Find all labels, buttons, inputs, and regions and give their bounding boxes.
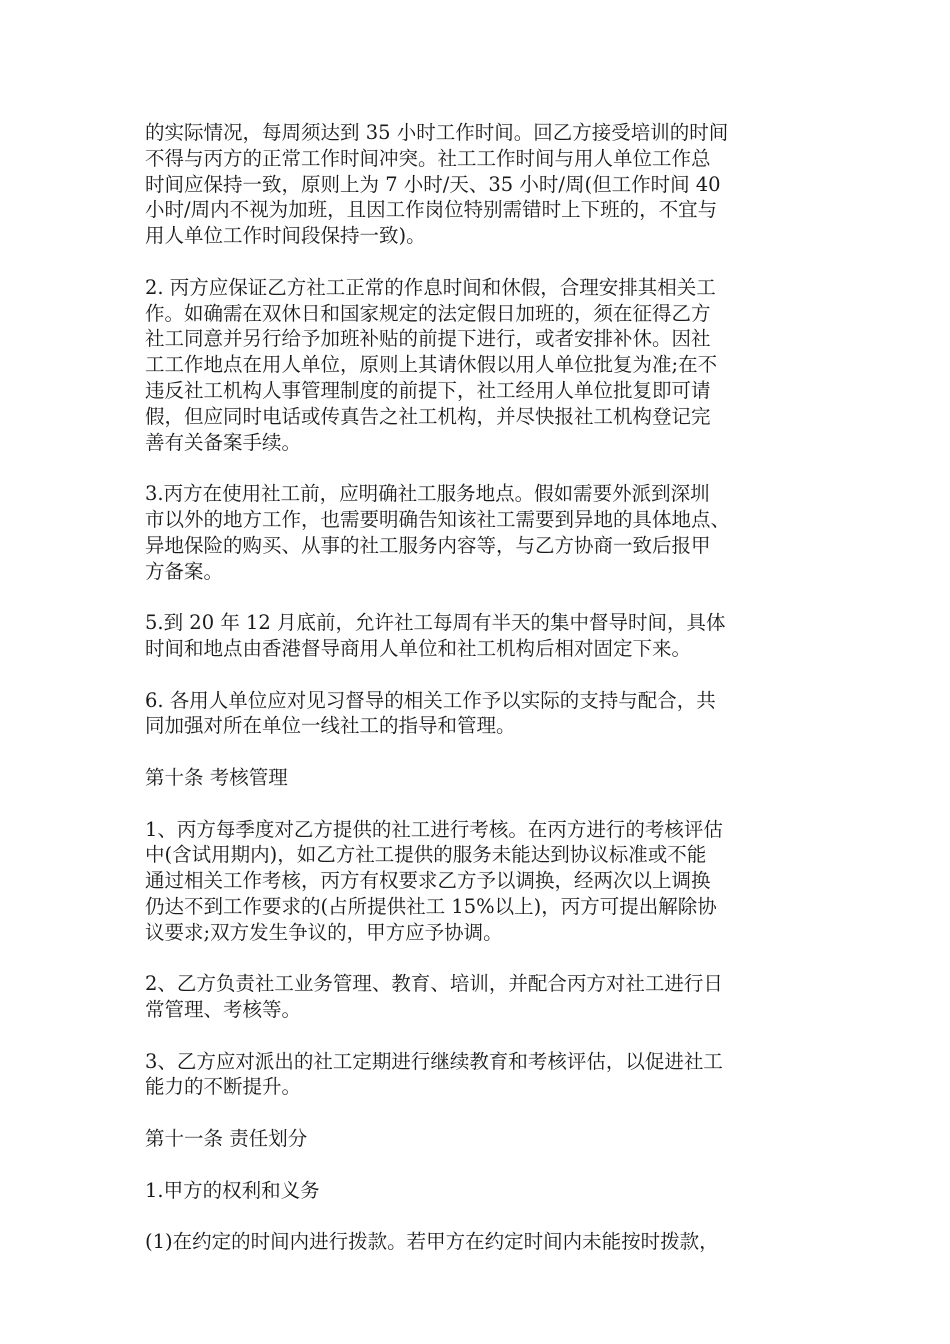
text-line: 时间和地点由香港督导商用人单位和社工机构后相对固定下来。 [145, 636, 692, 660]
text-line: 作。如确需在双休日和国家规定的法定假日加班的，须在征得乙方 [145, 301, 711, 325]
text-line: 3.丙方在使用社工前，应明确社工服务地点。假如需要外派到深圳 [145, 482, 710, 506]
paragraph-gap [145, 739, 835, 765]
text-line: 市以外的地方工作，也需要明确告知该社工需要到异地的具体地点、 [145, 507, 731, 531]
text-line: 1、丙方每季度对乙方提供的社工进行考核。在丙方进行的考核评估 [145, 817, 723, 841]
text-line: 假，但应同时电话或传真告之社工机构，并尽快报社工机构登记完 [145, 404, 711, 428]
text-line: 善有关备案手续。 [145, 430, 302, 454]
text-line: 议要求;双方发生争议的，甲方应予协调。 [145, 920, 503, 944]
text-line: 工工作地点在用人单位，原则上其请休假以用人单位批复为准;在不 [145, 353, 718, 377]
paragraph-gap [145, 1100, 835, 1126]
section-heading: 第十一条 责任划分 [145, 1127, 308, 1151]
text-line: 时间应保持一致，原则上为 7 小时/天、35 小时/周(但工作时间 40 [145, 172, 721, 196]
text-line: 异地保险的购买、从事的社工服务内容等，与乙方协商一致后报甲 [145, 533, 711, 557]
text-line: 通过相关工作考核，丙方有权要求乙方予以调换，经两次以上调换 [145, 869, 711, 893]
paragraph-gap [145, 946, 835, 972]
paragraph-gap [145, 249, 835, 275]
text-line: 中(含试用期内)，如乙方社工提供的服务未能达到协议标准或不能 [145, 843, 707, 867]
paragraph-gap [145, 455, 835, 481]
text-line: 3、乙方应对派出的社工定期进行继续教育和考核评估，以促进社工 [145, 1049, 723, 1073]
document-body [145, 120, 835, 1255]
text-line: 社工同意并另行给予加班补贴的前提下进行，或者安排补休。因社 [145, 327, 711, 351]
text-line: 违反社工机构人事管理制度的前提下，社工经用人单位批复即可请 [145, 378, 711, 402]
subsection-heading: 1.甲方的权利和义务 [145, 1178, 320, 1202]
paragraph-gap [145, 1023, 835, 1049]
paragraph-gap [145, 662, 835, 688]
text-line: 用人单位工作时间段保持一致)。 [145, 224, 426, 248]
text-line: 2. 丙方应保证乙方社工正常的作息时间和休假，合理安排其相关工 [145, 275, 716, 299]
paragraph-gap [145, 584, 835, 610]
text-line: 2、乙方负责社工业务管理、教育、培训，并配合丙方对社工进行日 [145, 972, 723, 996]
text-line: 能力的不断提升。 [145, 1075, 302, 1099]
text-line: 常管理、考核等。 [145, 998, 302, 1022]
section-heading: 第十条 考核管理 [145, 765, 288, 789]
text-line: 5.到 20 年 12 月底前，允许社工每周有半天的集中督导时间，具体 [145, 611, 726, 635]
paragraph-gap [145, 1152, 835, 1178]
text-line: 方备案。 [145, 559, 224, 583]
paragraph-gap [145, 1203, 835, 1229]
text-line: 不得与丙方的正常工作时间冲突。社工工作时间与用人单位工作总 [145, 146, 711, 170]
text-line: 仍达不到工作要求的(占所提供社工 15%以上)，丙方可提出解除协 [145, 894, 717, 918]
text-line: 小时/周内不视为加班，且因工作岗位特别需错时上下班的，不宜与 [145, 198, 718, 222]
paragraph-gap [145, 791, 835, 817]
text-line: 的实际情况，每周须达到 35 小时工作时间。回乙方接受培训的时间 [145, 121, 729, 144]
text-line: (1)在约定的时间内进行拨款。若甲方在约定时间内未能按时拨款， [145, 1230, 719, 1254]
text-line: 6. 各用人单位应对见习督导的相关工作予以实际的支持与配合，共 [145, 688, 716, 712]
text-line: 同加强对所在单位一线社工的指导和管理。 [145, 714, 516, 738]
